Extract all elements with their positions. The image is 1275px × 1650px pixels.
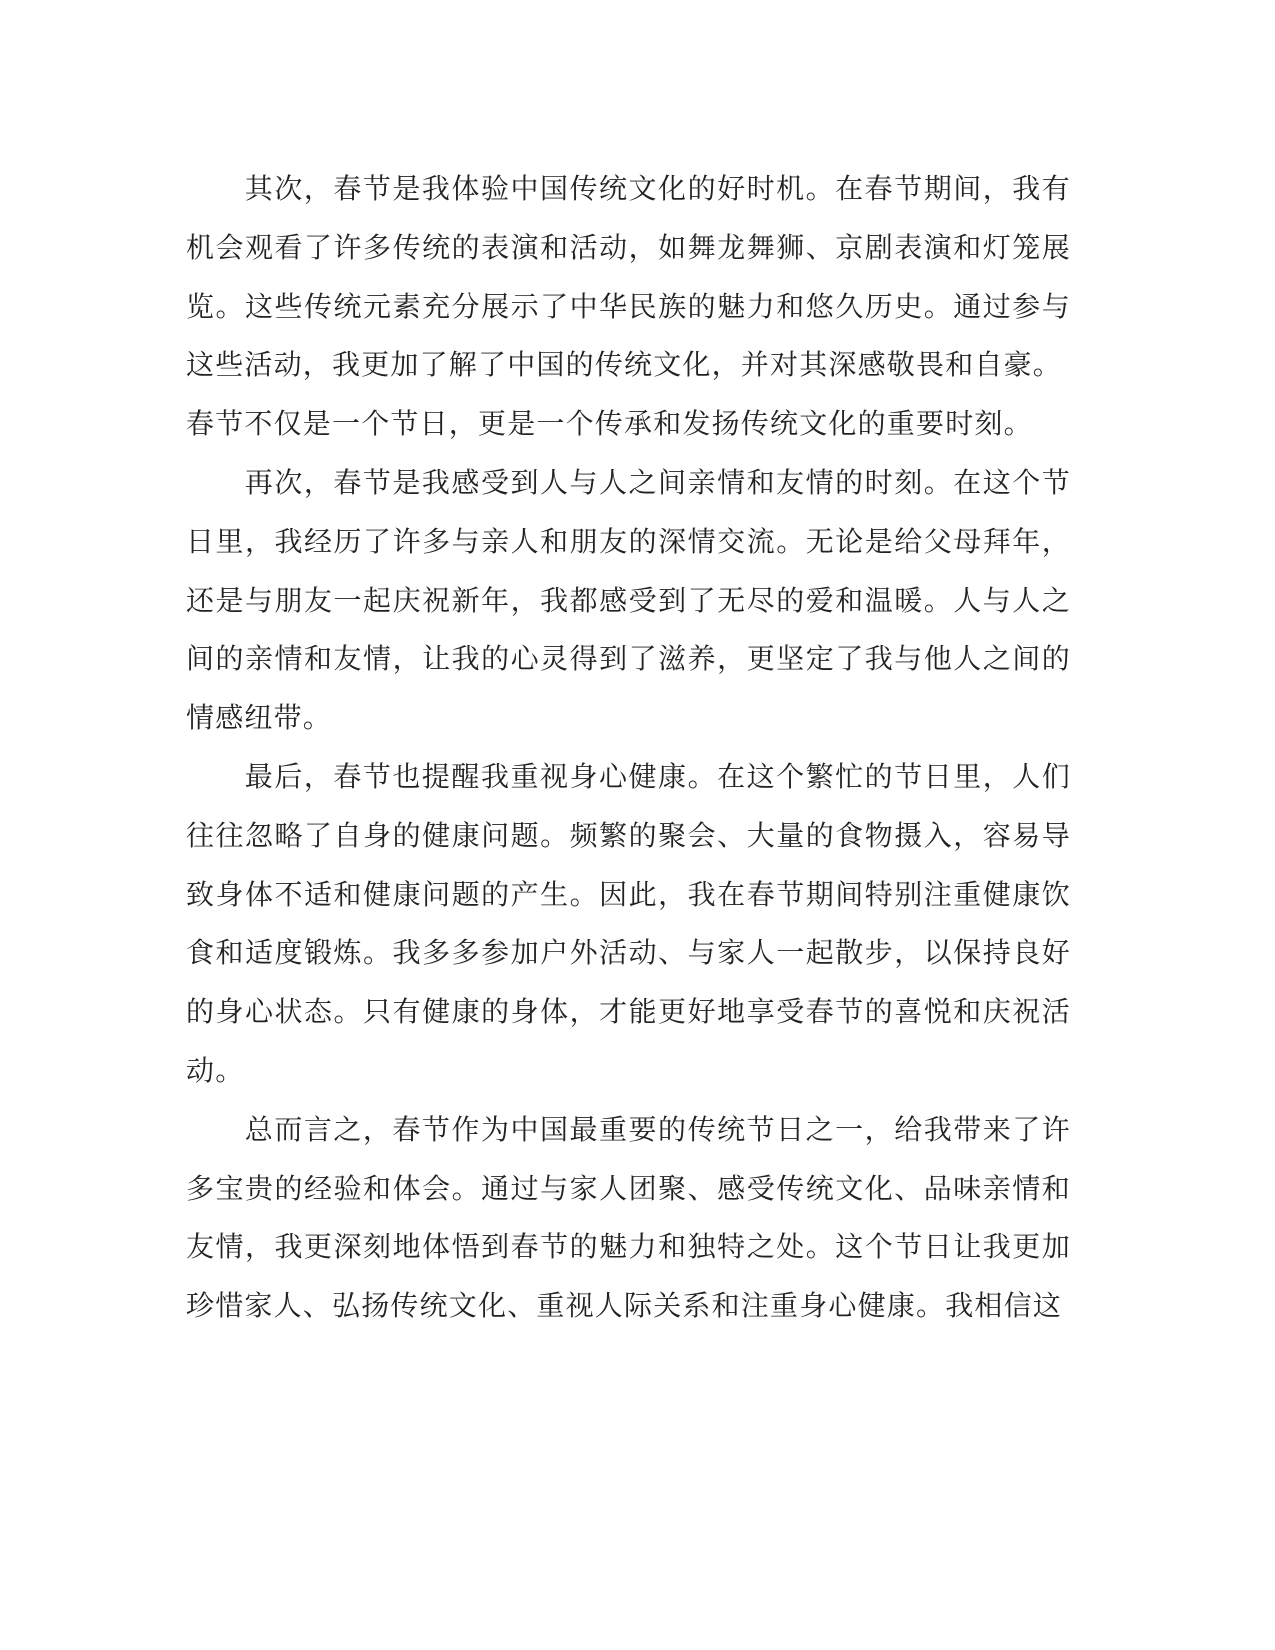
paragraph-health: 最后，春节也提醒我重视身心健康。在这个繁忙的节日里，人们往往忽略了自身的健康问题。频繁的聚会、大量的食物摄入，容易导致身体不适和健康问题的产生。因此，我在春节期间特别注重健康饮食和适度锻炼。我多多参加户外活动、与家人一起散步，以保持良好的身心状态。只有健康的身体，才能更好地享受春节的喜悦和庆祝活动。 xyxy=(186,759,1071,1087)
paragraph-conclusion: 总而言之，春节作为中国最重要的传统节日之一，给我带来了许多宝贵的经验和体会。通过与家人团聚、感受传统文化、品味亲情和友情，我更深刻地体悟到春节的魅力和独特之处。这个节日让我更加珍惜家人、弘扬传统文化、重视人际关系和注重身心健康。我相信这 xyxy=(186,1112,1071,1323)
document-body xyxy=(186,160,1071,1336)
paragraph-family-friendship: 再次，春节是我感受到人与人之间亲情和友情的时刻。在这个节日里，我经历了许多与亲人和朋友的深情交流。无论是给父母拜年，还是与朋友一起庆祝新年，我都感受到了无尽的爱和温暖。人与人之间的亲情和友情，让我的心灵得到了滋养，更坚定了我与他人之间的情感纽带。 xyxy=(186,465,1071,735)
paragraph-traditional-culture-continued: 春节不仅是一个节日，更是一个传承和发扬传统文化的重要时刻。 xyxy=(186,407,1033,441)
paragraph-traditional-culture: 其次，春节是我体验中国传统文化的好时机。在春节期间，我有机会观看了许多传统的表演和活动，如舞龙舞狮、京剧表演和灯笼展览。这些传统元素充分展示了中华民族的魅力和悠久历史。通过参与这些活动，我更加了解了中国的传统文化，并对其深感敬畏和自豪。 xyxy=(186,172,1071,382)
